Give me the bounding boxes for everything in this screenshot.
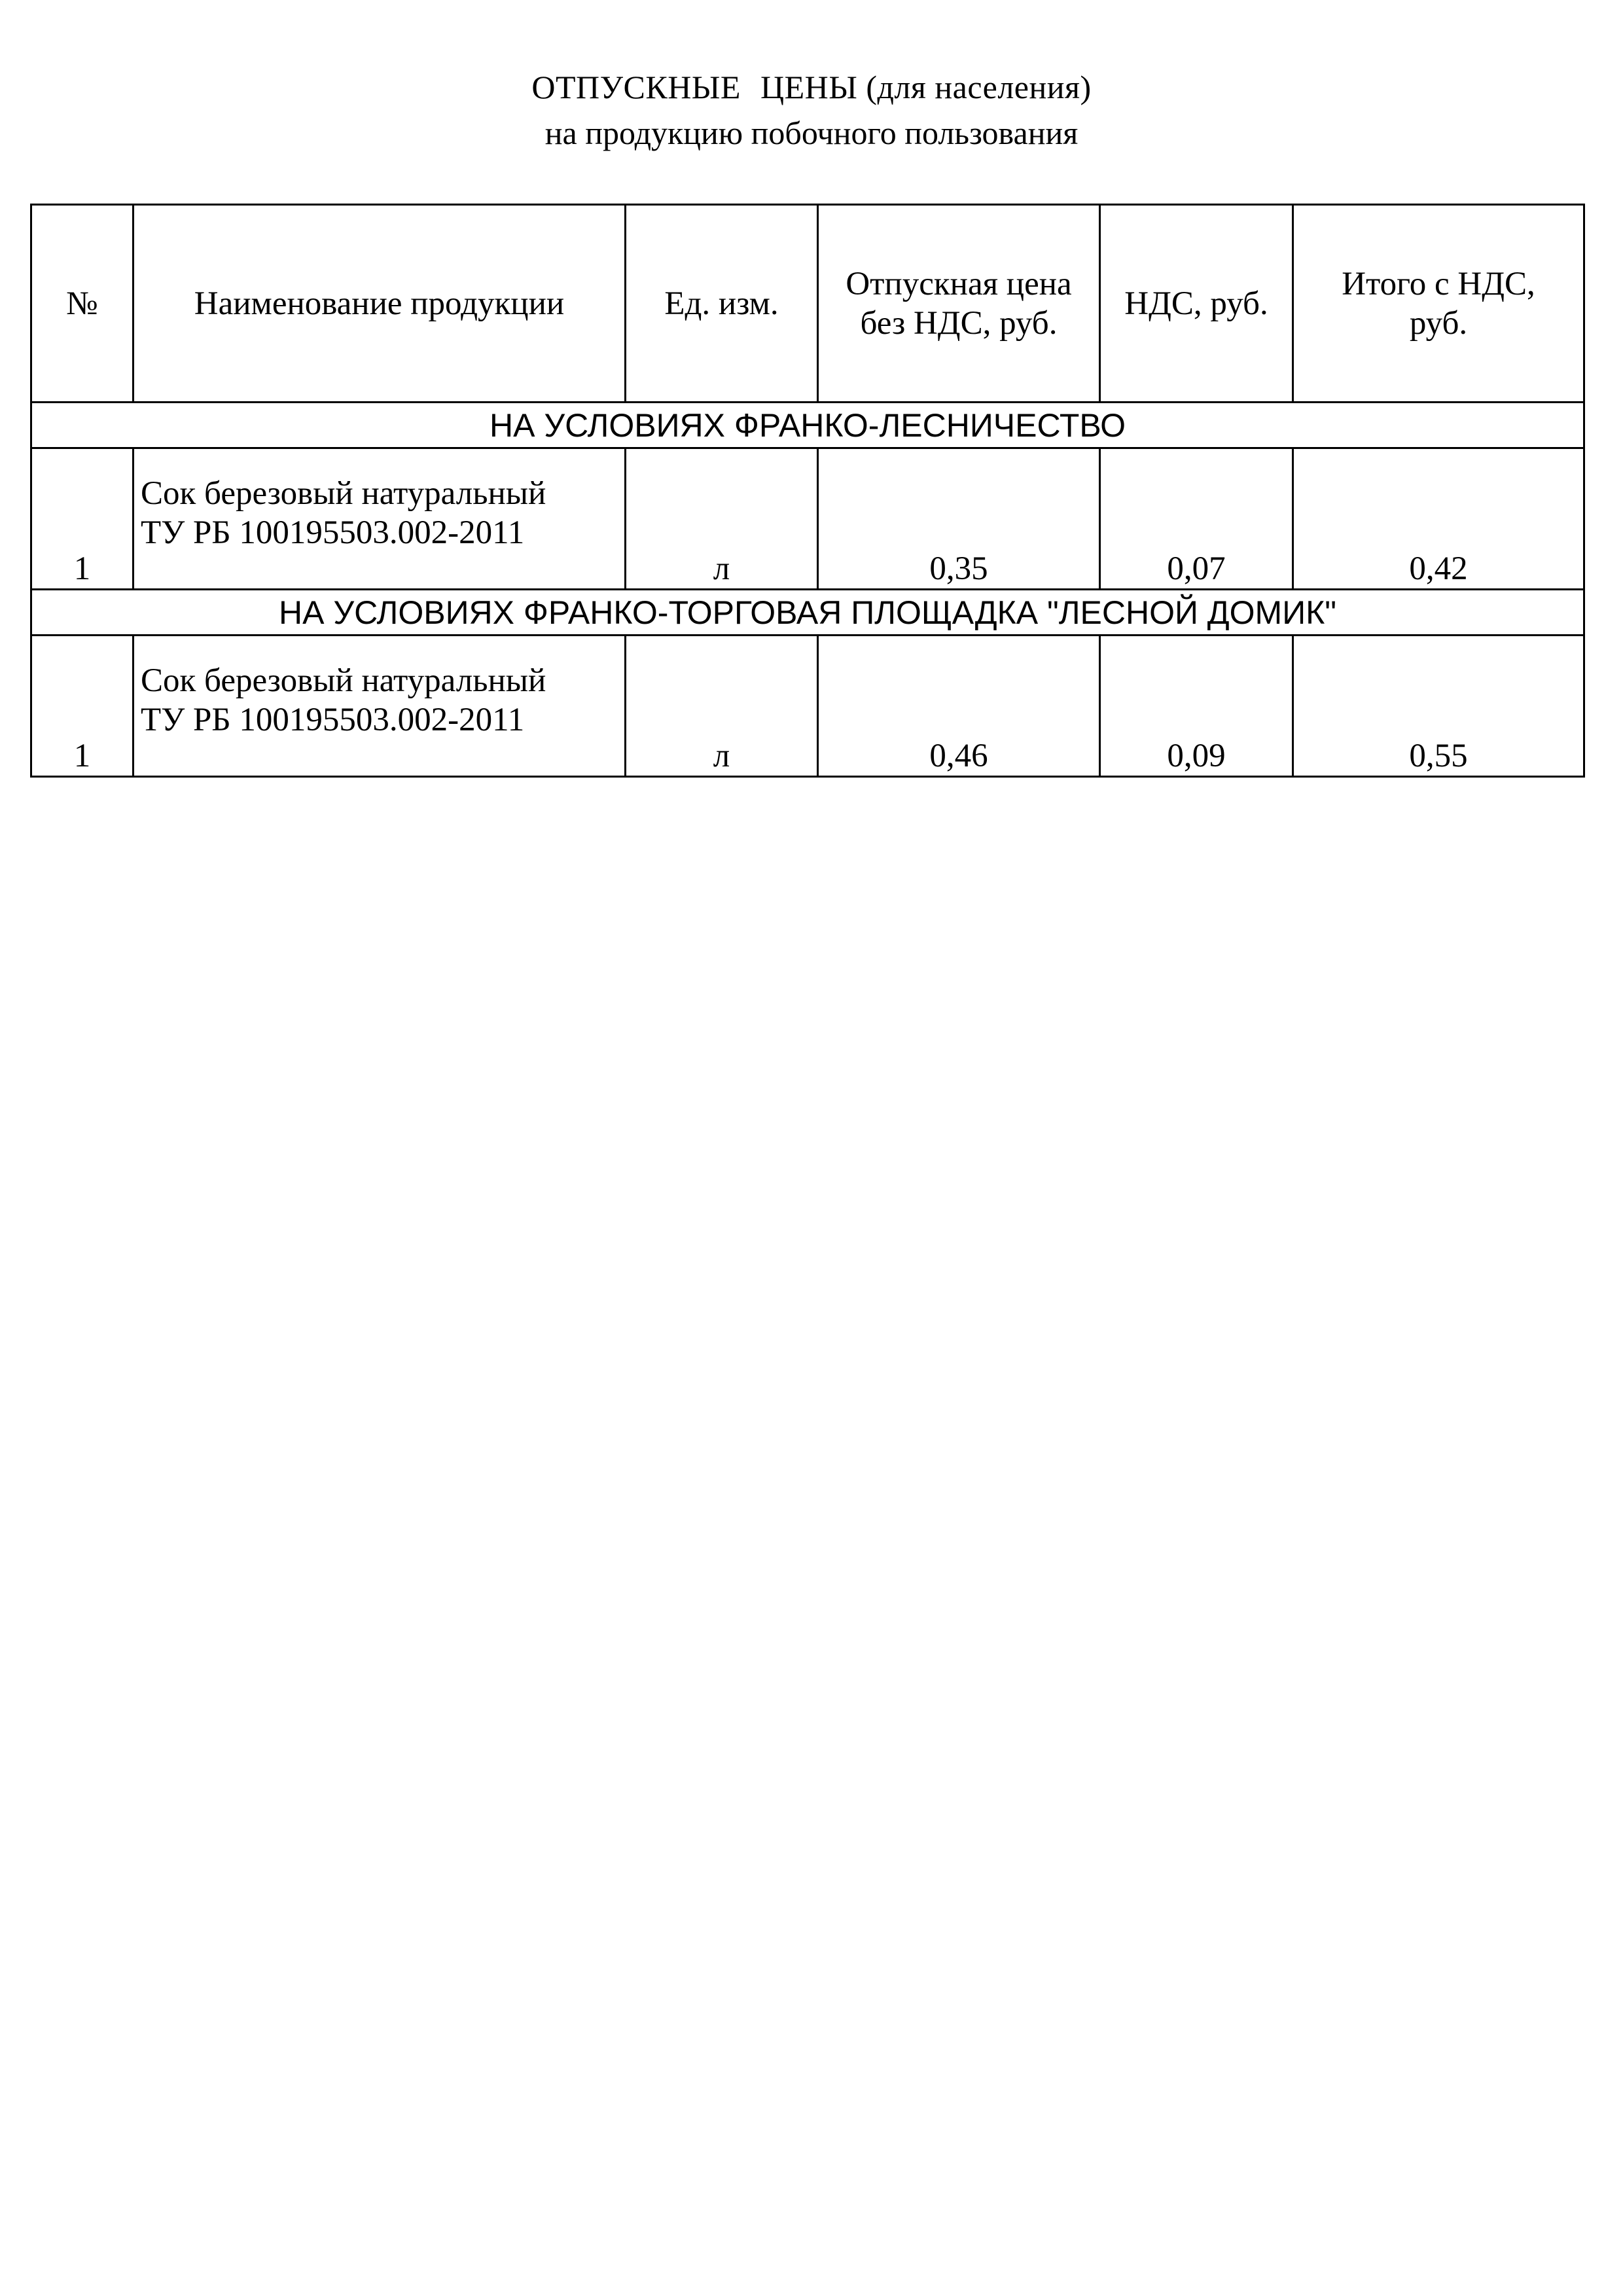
title-word-2: ЦЕНЫ [760,69,858,105]
header-total-with-vat [1293,205,1584,403]
row-unit: л [626,448,818,590]
table-row [31,636,1584,777]
table-header-row [31,205,1584,403]
header-price-line-1: Отпускная цена [846,265,1072,302]
document-title-block [0,64,1623,156]
header-vat: НДС, руб. [1100,205,1293,403]
row-product-name [134,448,626,590]
document-subtitle: на продукцию побочного пользования [544,115,1079,151]
row-number: 1 [31,448,134,590]
row-vat: 0,09 [1100,636,1293,777]
row-number: 1 [31,636,134,777]
header-price-without-vat [818,205,1100,403]
row-vat: 0,07 [1100,448,1293,590]
section-row-trading-site [31,590,1584,636]
header-unit: Ед. изм. [626,205,818,403]
header-number: № [31,205,134,403]
document-title [0,64,1623,110]
table-row [31,448,1584,590]
row-total: 0,42 [1293,448,1584,590]
row-unit: л [626,636,818,777]
section-row-forestry [31,403,1584,448]
price-table [30,204,1585,778]
row-product-name [134,636,626,777]
product-name-line-1: Сок березовый натуральный [141,662,546,699]
product-name-line-2: ТУ РБ 100195503.002-2011 [141,702,525,738]
product-name-line-2: ТУ РБ 100195503.002-2011 [141,514,525,551]
title-word-1: ОТПУСКНЫЕ [531,69,741,105]
section-title: НА УСЛОВИЯХ ФРАНКО-ТОРГОВАЯ ПЛОЩАДКА "ЛЕСНОЙ ДОМИК" [31,590,1584,636]
header-total-line-2: руб. [1409,304,1468,342]
section-title: НА УСЛОВИЯХ ФРАНКО-ЛЕСНИЧЕСТВО [31,403,1584,448]
header-price-line-2: без НДС, руб. [860,304,1058,342]
title-parenthetical: (для населения) [866,69,1092,105]
header-product-name: Наименование продукции [134,205,626,403]
row-price: 0,35 [818,448,1100,590]
row-total: 0,55 [1293,636,1584,777]
row-price: 0,46 [818,636,1100,777]
header-total-line-1: Итого с НДС, [1342,265,1535,302]
product-name-line-1: Сок березовый натуральный [141,475,546,512]
